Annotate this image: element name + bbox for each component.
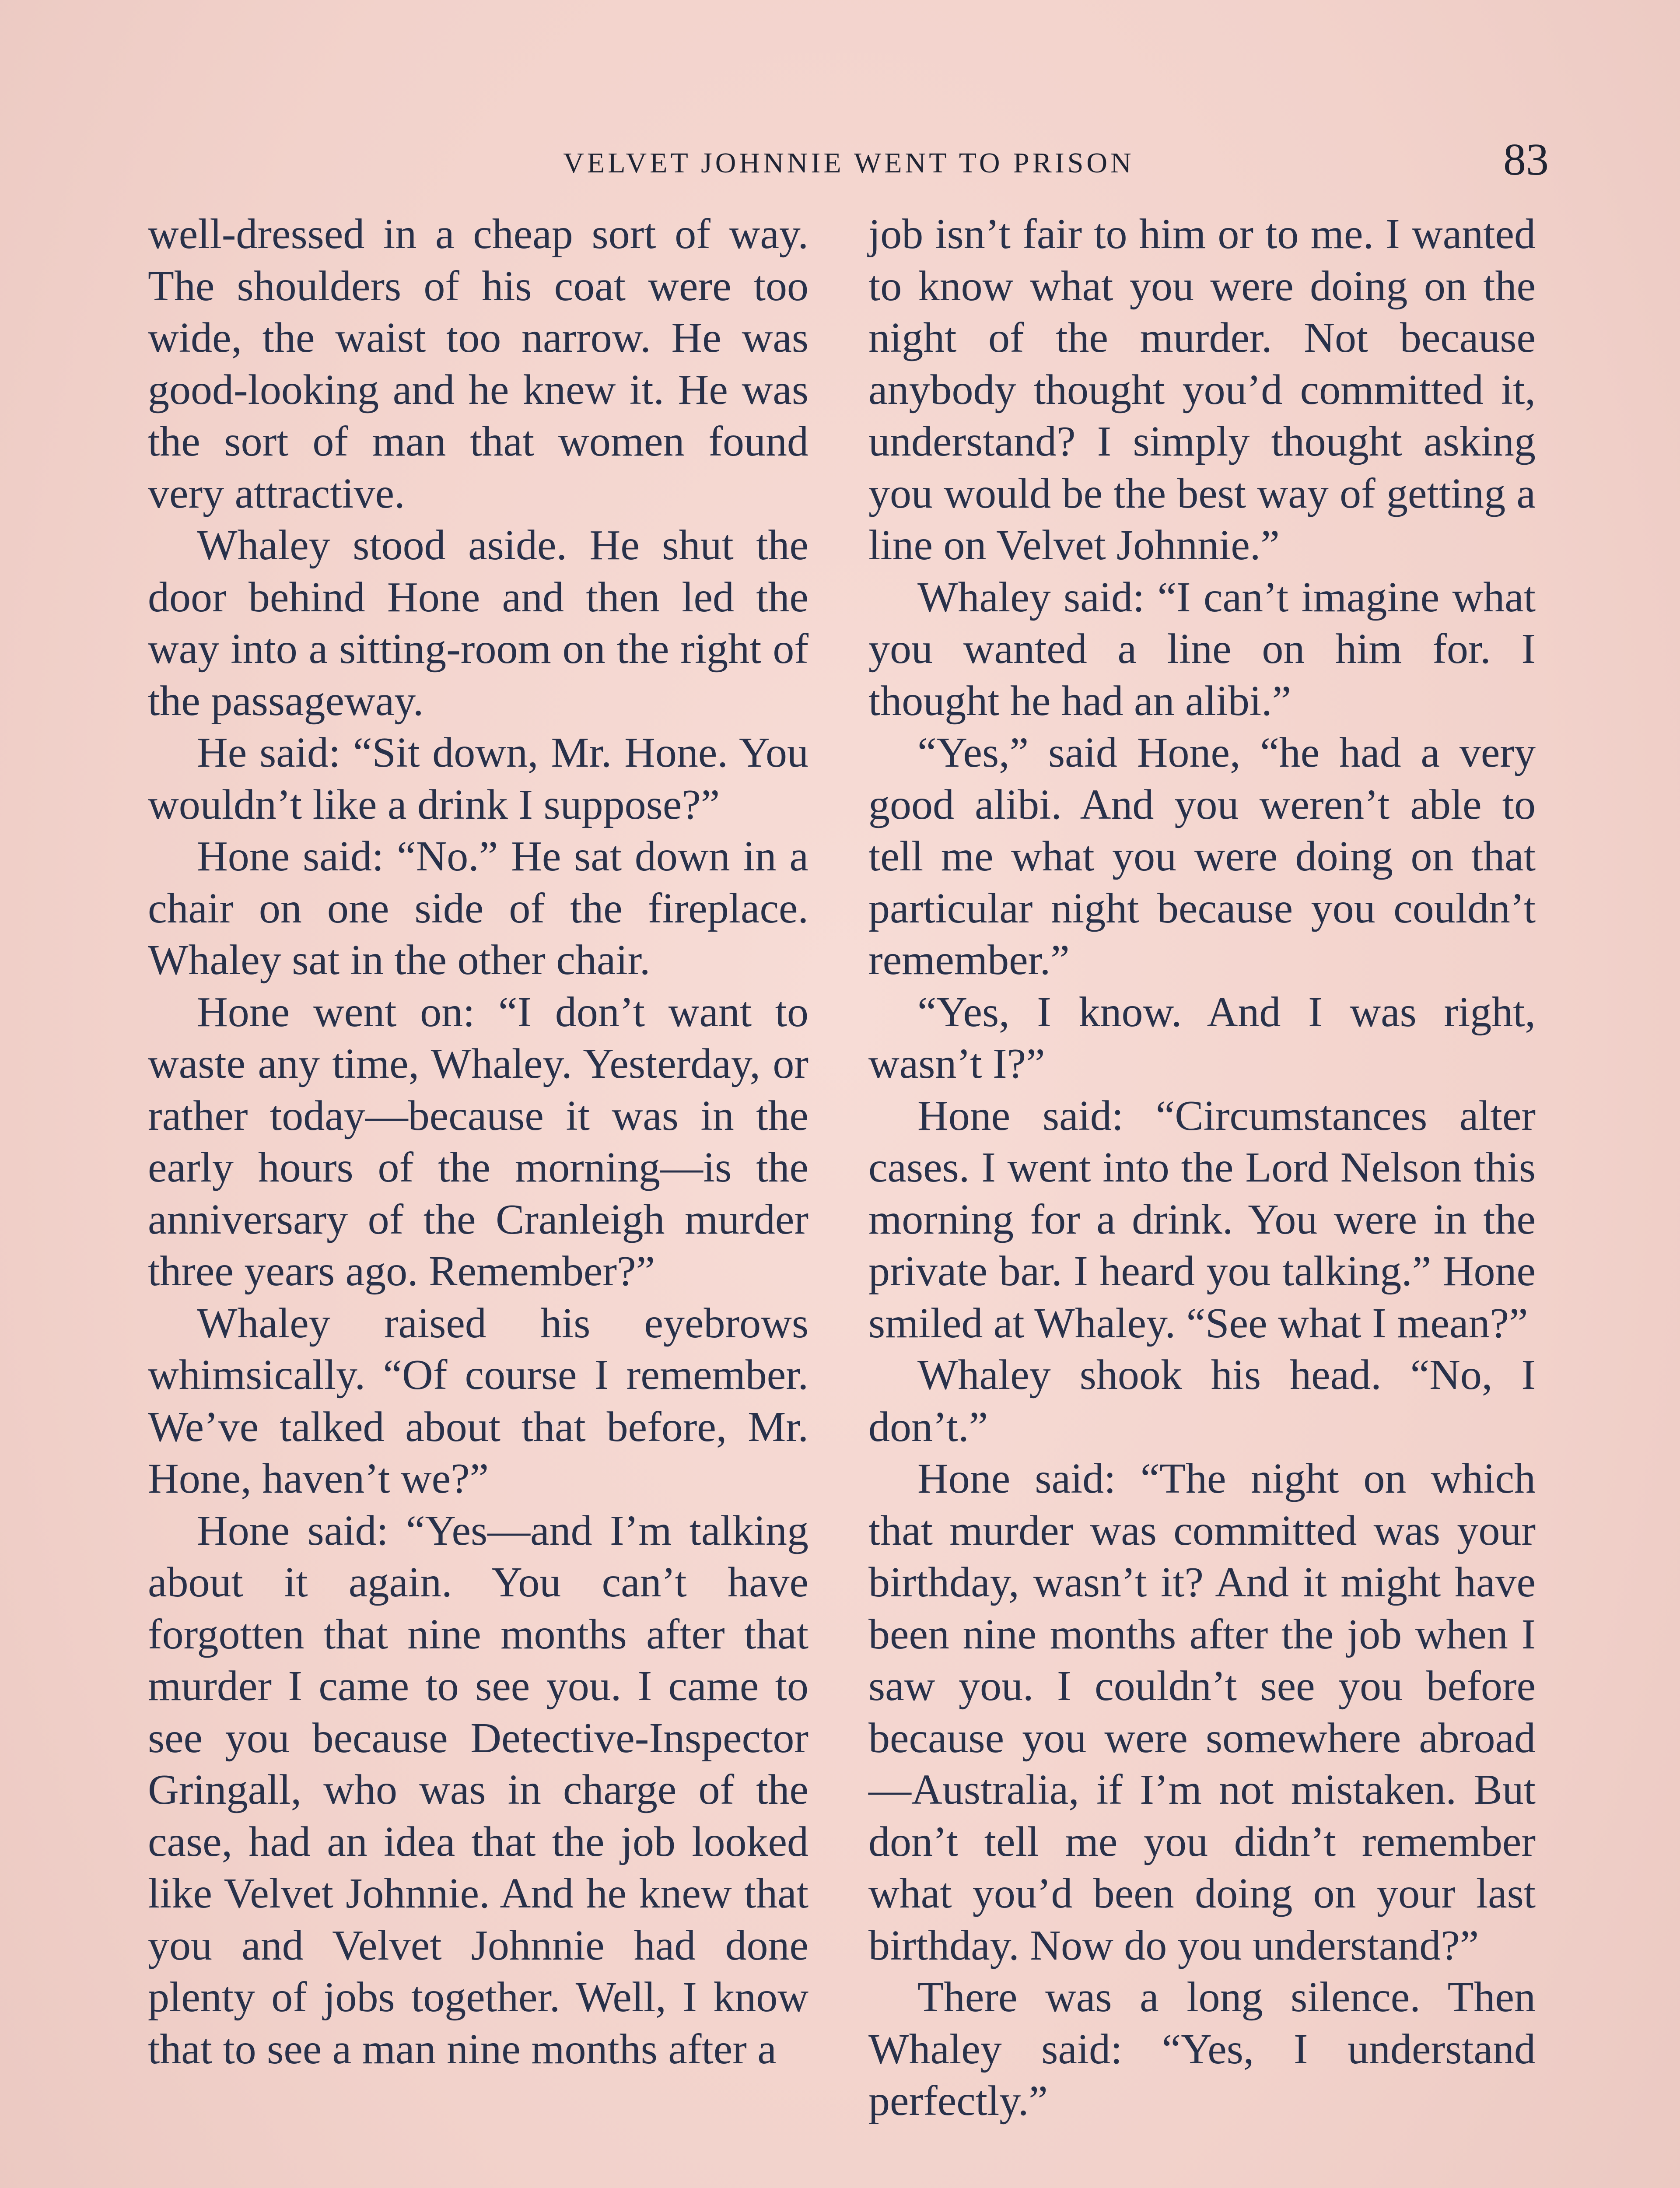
paragraph: Hone said: “Circumstances alter cases. I went into the Lord Nelson this morning for a drink. You were in the private bar. I heard you talking.” Hone smiled at Whaley. “See what I mean?” bbox=[868, 1092, 1536, 1347]
paragraph: Hone went on: “I don’t want to waste any time, Whaley. Yesterday, or rather today—because it was in the early hours of the morning—is the anniversary of the Cranleigh murder three years ago. Remember?” bbox=[148, 988, 808, 1295]
running-title: VELVET JOHNNIE WENT TO PRISON bbox=[563, 147, 1134, 179]
left-text-column bbox=[148, 208, 808, 2075]
paragraph: Hone said: “The night on which that murder was committed was your birthday, wasn’t it? And it might have been nine months after the job when I saw you. I couldn’t see you before because you were somewhere abroad—Australia, if I’m not mistaken. But don’t tell me you didn’t remember what you’d been doing on your last birthday. Now do you understand?” bbox=[868, 1455, 1536, 1969]
paragraph: Hone said: “No.” He sat down in a chair on one side of the fireplace. Whaley sat in the other chair. bbox=[148, 833, 808, 984]
paragraph: Whaley stood aside. He shut the door behind Hone and then led the way into a sitting-room on the right of the passageway. bbox=[148, 522, 808, 725]
paragraph: Whaley raised his eyebrows whimsically. “Of course I remember. We’ve talked about that before, Mr. Hone, haven’t we?” bbox=[148, 1299, 808, 1502]
paragraph: Whaley said: “I can’t imagine what you wanted a line on him for. I thought he had an alibi.” bbox=[868, 573, 1536, 725]
paragraph: Whaley shook his head. “No, I don’t.” bbox=[868, 1351, 1536, 1451]
page-number: 83 bbox=[1503, 134, 1549, 185]
paragraph: There was a long silence. Then Whaley said: “Yes, I understand perfectly.” bbox=[868, 1974, 1536, 2125]
paragraph: job isn’t fair to him or to me. I wanted to know what you were doing on the night of the murder. Not because anybody thought you’d committed it, understand? I simply thought asking you would be the best way of getting a line on Velvet Johnnie.” bbox=[868, 210, 1536, 569]
paragraph: He said: “Sit down, Mr. Hone. You wouldn’t like a drink I suppose?” bbox=[148, 729, 808, 828]
right-text-column bbox=[868, 208, 1536, 2127]
paragraph: Hone said: “Yes—and I’m talking about it again. You can’t have forgotten that nine months after that murder I came to see you. I came to see you because Detective-Inspector Gringall, who was in charge of the case, had an idea that the job looked like Velvet Johnnie. And he knew that you and Velvet Johnnie had done plenty of jobs together. Well, I know that to see a man nine months after a bbox=[148, 1507, 808, 2073]
paragraph: “Yes,” said Hone, “he had a very good alibi. And you weren’t able to tell me what you were doing on that particular night because you couldn’t remember.” bbox=[868, 729, 1536, 984]
paragraph: “Yes, I know. And I was right, wasn’t I?” bbox=[868, 988, 1536, 1087]
paragraph: well-dressed in a cheap sort of way. The shoulders of his coat were too wide, the waist too narrow. He was good-looking and he knew it. He was the sort of man that women found very attractive. bbox=[148, 210, 808, 517]
